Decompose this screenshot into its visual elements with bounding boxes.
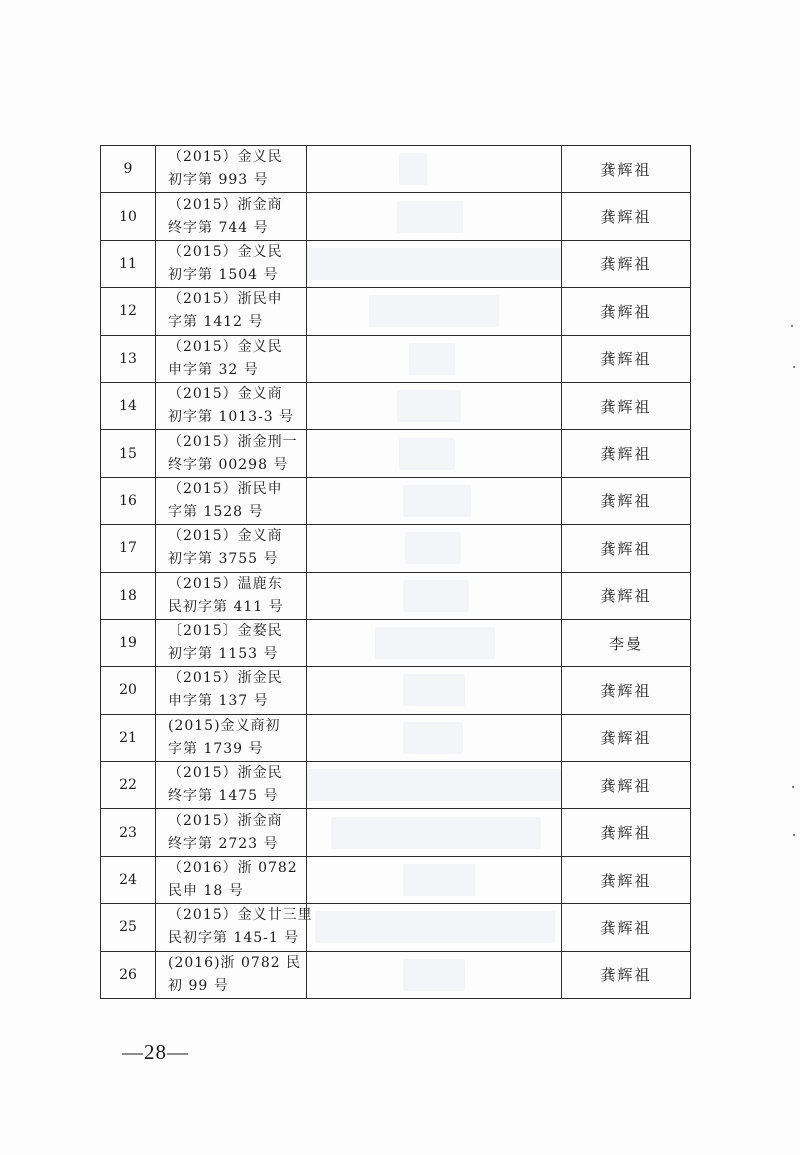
redacted-cell (307, 288, 562, 335)
table-row (101, 572, 691, 619)
case-number-cell (156, 240, 307, 287)
case-number-line: 初字第 1013-3 号 (168, 409, 295, 426)
case-table (100, 145, 691, 999)
case-number-line: （2015）金义民 (168, 149, 283, 166)
judge-name: 龚辉祖 (562, 382, 691, 429)
redaction-block (403, 674, 465, 706)
row-number: 25 (101, 904, 156, 951)
case-number-line: 民申 18 号 (168, 883, 244, 900)
judge-name: 龚辉祖 (562, 240, 691, 287)
case-number-line: (2016)浙 0782 民 (168, 954, 302, 971)
redaction-block (315, 911, 555, 943)
redacted-cell (307, 477, 562, 524)
row-number: 22 (101, 762, 156, 809)
case-number-line: （2016）浙 0782 (168, 860, 298, 877)
scan-speck (792, 786, 794, 788)
redacted-cell (307, 951, 562, 998)
judge-name: 龚辉祖 (562, 572, 691, 619)
scan-speck (793, 366, 795, 368)
case-number-line: 字第 1528 号 (168, 503, 264, 520)
case-number-cell (156, 477, 307, 524)
row-number: 16 (101, 477, 156, 524)
case-number-line: (2015)金义商初 (168, 717, 281, 734)
redaction-block (307, 248, 561, 280)
case-number-cell (156, 714, 307, 761)
table-row (101, 382, 691, 429)
judge-name: 龚辉祖 (562, 430, 691, 477)
redaction-block (399, 153, 427, 185)
case-number-line: 终字第 2723 号 (168, 835, 279, 852)
judge-name: 龚辉祖 (562, 809, 691, 856)
table-row (101, 856, 691, 903)
case-number-cell (156, 951, 307, 998)
case-number-line: （2015）浙金民 (168, 670, 283, 687)
case-number-line: （2015）温鹿东 (168, 575, 283, 592)
judge-name: 龚辉祖 (562, 856, 691, 903)
case-number-line: 申字第 137 号 (168, 693, 269, 710)
case-number-line: （2015）金义民 (168, 338, 283, 355)
case-number-line: 初字第 1504 号 (168, 266, 279, 283)
case-number-line: 终字第 00298 号 (168, 456, 289, 473)
redaction-block (403, 485, 471, 517)
case-number-line: 字第 1412 号 (168, 314, 264, 331)
case-number-line: （2015）浙金商 (168, 196, 283, 213)
row-number: 13 (101, 335, 156, 382)
judge-name: 龚辉祖 (562, 335, 691, 382)
case-number-line: （2015）浙民申 (168, 480, 283, 497)
row-number: 19 (101, 619, 156, 666)
case-number-line: 〔2015〕金婺民 (168, 623, 283, 640)
case-number-cell (156, 146, 307, 193)
table-row (101, 240, 691, 287)
redacted-cell (307, 193, 562, 240)
case-number-line: 终字第 1475 号 (168, 788, 279, 805)
redacted-cell (307, 809, 562, 856)
row-number: 17 (101, 525, 156, 572)
redacted-cell (307, 525, 562, 572)
redacted-cell (307, 714, 562, 761)
case-number-cell (156, 288, 307, 335)
case-number-cell (156, 193, 307, 240)
page-number: —28— (122, 1040, 189, 1064)
case-number-line: 初字第 1153 号 (168, 646, 279, 663)
case-number-line: 申字第 32 号 (168, 361, 259, 378)
redaction-block (409, 343, 455, 375)
scan-speck (793, 834, 795, 836)
redacted-cell (307, 146, 562, 193)
redaction-block (397, 201, 463, 233)
redacted-cell (307, 667, 562, 714)
case-number-cell (156, 904, 313, 951)
case-number-cell (156, 762, 307, 809)
redacted-cell (307, 619, 562, 666)
redaction-block (403, 722, 463, 754)
redaction-block (403, 864, 475, 896)
redaction-block (403, 580, 469, 612)
row-number: 24 (101, 856, 156, 903)
row-number: 20 (101, 667, 156, 714)
case-number-cell (156, 667, 307, 714)
case-number-cell (156, 525, 307, 572)
judge-name: 龚辉祖 (562, 477, 691, 524)
case-number-cell (156, 335, 307, 382)
table-row (101, 525, 691, 572)
case-number-line: （2015）浙民申 (168, 291, 283, 308)
row-number: 18 (101, 572, 156, 619)
table-row (101, 762, 691, 809)
case-number-line: （2015）浙金刑一 (168, 433, 298, 450)
case-number-line: 民初字第 145-1 号 (168, 930, 300, 947)
judge-name: 龚辉祖 (562, 762, 691, 809)
table-row (101, 667, 691, 714)
table-row (101, 288, 691, 335)
row-number: 23 (101, 809, 156, 856)
case-number-line: 初字第 3755 号 (168, 551, 279, 568)
redacted-cell (307, 572, 562, 619)
case-number-cell (156, 809, 307, 856)
case-number-line: 民初字第 411 号 (168, 598, 284, 615)
case-number-line: （2015）浙金民 (168, 765, 283, 782)
table-row (101, 714, 691, 761)
judge-name: 龚辉祖 (562, 525, 691, 572)
redacted-cell (307, 856, 562, 903)
table-row (101, 809, 691, 856)
table-row (101, 193, 691, 240)
case-number-line: （2015）金义廿三里 (168, 907, 313, 924)
row-number: 26 (101, 951, 156, 998)
case-number-line: （2015）金义商 (168, 528, 283, 545)
case-number-line: （2015）金义商 (168, 386, 283, 403)
case-number-line: 字第 1739 号 (168, 740, 264, 757)
redacted-cell (307, 335, 562, 382)
case-number-cell (156, 856, 307, 903)
table-row (101, 477, 691, 524)
judge-name: 龚辉祖 (562, 714, 691, 761)
case-number-cell (156, 430, 307, 477)
judge-name: 龚辉祖 (562, 288, 691, 335)
case-number-line: 初 99 号 (168, 977, 229, 994)
row-number: 15 (101, 430, 156, 477)
redacted-cell (307, 904, 562, 951)
judge-name: 龚辉祖 (562, 193, 691, 240)
redacted-cell (307, 240, 562, 287)
redaction-block (405, 532, 461, 564)
case-number-cell (156, 572, 307, 619)
row-number: 21 (101, 714, 156, 761)
case-number-line: 初字第 993 号 (168, 172, 269, 189)
redacted-cell (307, 382, 562, 429)
case-number-cell (156, 619, 307, 666)
redaction-block (331, 817, 541, 849)
redaction-block (399, 438, 455, 470)
case-number-line: （2015）金义民 (168, 243, 283, 260)
case-number-line: （2015）浙金商 (168, 812, 283, 829)
table-row (101, 619, 691, 666)
row-number: 10 (101, 193, 156, 240)
table-row (101, 335, 691, 382)
scan-speck (791, 325, 793, 327)
redaction-block (375, 627, 495, 659)
redaction-block (403, 959, 465, 991)
judge-name: 李曼 (562, 619, 691, 666)
row-number: 14 (101, 382, 156, 429)
row-number: 12 (101, 288, 156, 335)
redaction-block (369, 295, 499, 327)
redaction-block (397, 390, 461, 422)
judge-name: 龚辉祖 (562, 904, 691, 951)
row-number: 11 (101, 240, 156, 287)
redacted-cell (307, 430, 562, 477)
table-row (101, 904, 691, 951)
judge-name: 龚辉祖 (562, 951, 691, 998)
judge-name: 龚辉祖 (562, 667, 691, 714)
table-row (101, 146, 691, 193)
table-row (101, 951, 691, 998)
redacted-cell (307, 762, 562, 809)
table-row (101, 430, 691, 477)
judge-name: 龚辉祖 (562, 146, 691, 193)
redaction-block (307, 769, 561, 801)
row-number: 9 (101, 146, 156, 193)
case-number-line: 终字第 744 号 (168, 219, 269, 236)
case-number-cell (156, 382, 307, 429)
